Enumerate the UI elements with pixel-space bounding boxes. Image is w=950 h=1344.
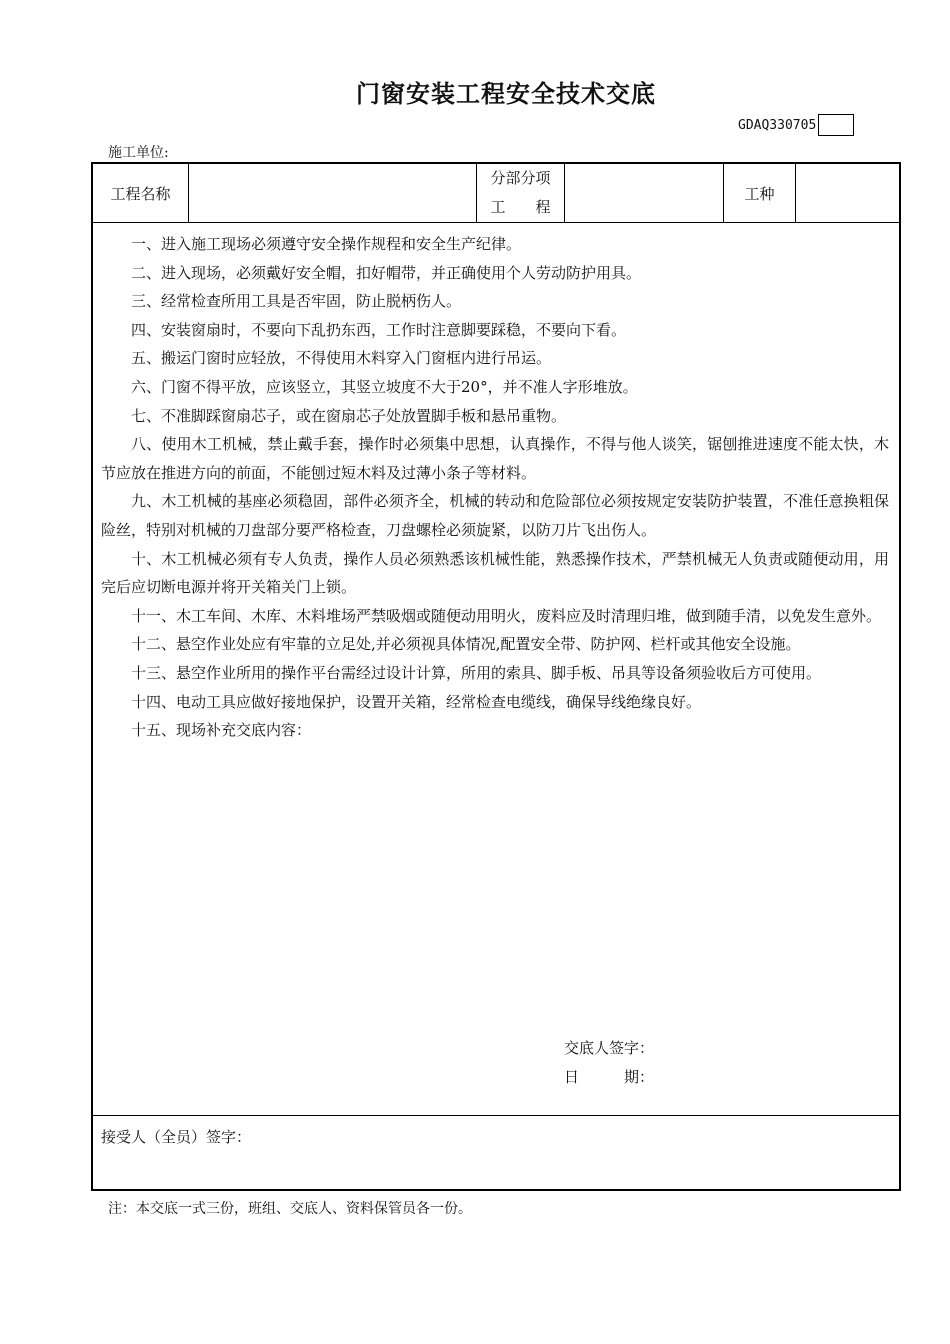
disclosure-form-table: [91, 162, 901, 1191]
sub-project-field[interactable]: [565, 164, 723, 222]
header-row-divider: [93, 222, 899, 223]
safety-item: 十一、木工车间、木库、木料堆场严禁吸烟或随便动用明火，废料应及时清理归堆，做到随手清，以免发生意外。: [131, 606, 882, 625]
form-code: [738, 114, 854, 136]
date-label: 日 期：: [564, 1068, 655, 1086]
form-code-box[interactable]: [818, 114, 854, 136]
safety-item: 一、进入施工现场必须遵守安全操作规程和安全生产纪律。: [131, 235, 522, 253]
form-code-text: GDAQ330705: [738, 117, 817, 133]
safety-item: 二、进入现场，必须戴好安全帽，扣好帽带，并正确使用个人劳动防护用具。: [131, 263, 642, 282]
receiver-signature-label: 接受人（全员）签字：: [101, 1128, 252, 1146]
safety-item: 五、搬运门窗时应轻放，不得使用木料穿入门窗框内进行吊运。: [131, 349, 552, 368]
safety-item: 十三、悬空作业所用的操作平台需经过设计计算，所用的索具、脚手板、吊具等设备须验收后方可使用。: [131, 663, 822, 682]
project-name-field[interactable]: [189, 164, 476, 222]
safety-item: 六、门窗不得平放，应该竖立，其竖立坡度不大于20°，并不准人字形堆放。: [131, 377, 638, 396]
safety-item: 四、安装窗扇时，不要向下乱扔东西，工作时注意脚要踩稳，不要向下看。: [131, 320, 627, 339]
safety-item: 十五、现场补充交底内容：: [131, 721, 312, 740]
safety-item: 十、木工机械必须有专人负责，操作人员必须熟悉该机械性能，熟悉操作技术，严禁机械无人负责或随便动用，用完后应切断电源并将开关箱关门上锁。: [101, 549, 889, 597]
safety-item: 七、不准脚踩窗扇芯子，或在窗扇芯子处放置脚手板和悬吊重物。: [131, 406, 567, 425]
project-name-label: 工程名称: [110, 184, 171, 203]
safety-item: 三、经常检查所用工具是否牢固，防止脱柄伤人。: [131, 292, 462, 311]
receiver-row-divider: [93, 1115, 899, 1116]
work-type-label: 工种: [744, 184, 775, 203]
safety-items-list: [101, 230, 889, 745]
document-title: 门窗安装工程安全技术交底: [356, 80, 656, 108]
sub-project-label-line1: 分部分项: [490, 169, 551, 187]
sub-project-label: [477, 164, 564, 222]
safety-item: 九、木工机械的基座必须稳固，部件必须齐全，机械的转动和危险部位必须按规定安装防护装置，不准任意换粗保险丝，特别对机械的刀盘部分要严格检查，刀盘螺栓必须旋紧，以防刀片飞出伤人。: [101, 492, 889, 539]
footnote: 注：本交底一式三份，班组、交底人、资料保管员各一份。: [108, 1201, 472, 1217]
safety-item: 十二、悬空作业处应有牢靠的立足处,并必须视具体情况,配置安全带、防护网、栏杆或其他安全设施。: [131, 635, 801, 654]
work-type-field[interactable]: [796, 164, 899, 222]
construction-unit-label: 施工单位:: [108, 145, 169, 161]
sub-project-label-line2: 工 程: [490, 198, 551, 216]
safety-item: 十四、电动工具应做好接地保护，设置开关箱，经常检查电缆线，确保导线绝缘良好。: [131, 692, 702, 711]
discloser-signature-label: 交底人签字：: [564, 1039, 655, 1057]
safety-item: 八、使用木工机械，禁止戴手套，操作时必须集中思想，认真操作，不得与他人谈笑，锯刨推进速度不能太快，木节应放在推进方向的前面，不能刨过短木料及过薄小条子等材料。: [101, 435, 889, 482]
